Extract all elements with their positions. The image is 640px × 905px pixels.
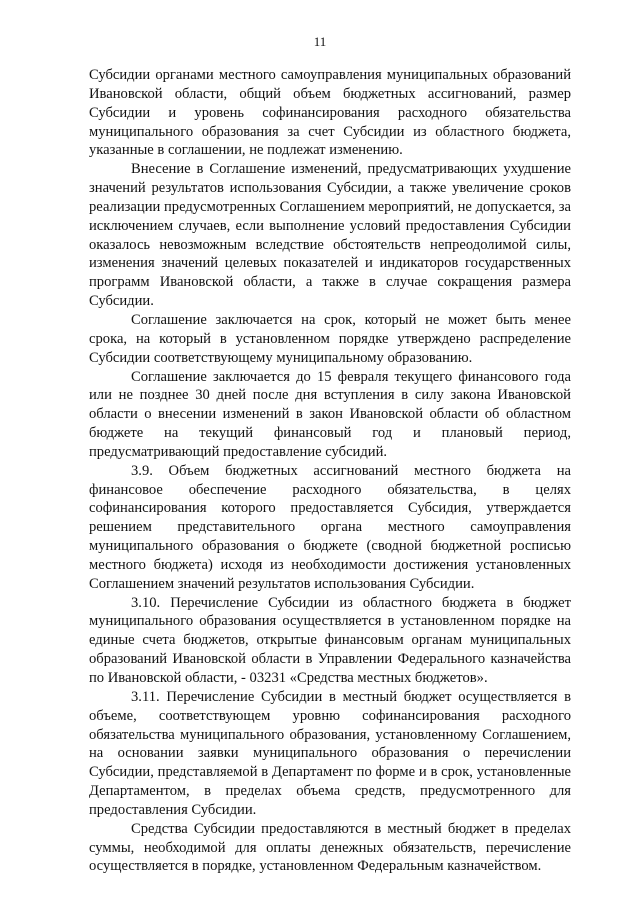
paragraph-4: Соглашение заключается до 15 февраля текущего финансового года или не позднее 30 дней после дня вступления в силу закона Ивановской области о внесении изменений в закон Ивановской области об областном бюджете на текущий финансовый год и плановый период, предусматривающий предоставление субсидий. (89, 368, 571, 460)
page-number: 11 (313, 34, 327, 49)
document-body (89, 66, 571, 876)
paragraph-3-11: 3.11. Перечисление Субсидии в местный бюджет осуществляется в объеме, соответствующем уровню софинансирования расходного обязательства муниципального образования, установленному Соглашением, на основании заявки муниципального образования о перечислении Субсидии, представляемой в Департамент по форме и в срок, установленные Департаментом, в пределах объема средств, предусмотренного для предоставления Субсидии. (89, 688, 571, 818)
paragraph-3: Соглашение заключается на срок, который не может быть менее срока, на который в установленном порядке утверждено распределение Субсидии соответствующему муниципальному образованию. (89, 311, 571, 366)
paragraph-2: Внесение в Соглашение изменений, предусматривающих ухудшение значений результатов использования Субсидии, а также увеличение сроков реализации предусмотренных Соглашением мероприятий, не допускается, за исключением случаев, если выполнение условий предоставления Субсидии оказалось невозможным вследствие обстоятельств непреодолимой силы, изменения значений целевых показателей и индикаторов государственных программ Ивановской области, а также в случае сокращения размера Субсидии. (89, 161, 571, 310)
paragraph-3-10: 3.10. Перечисление Субсидии из областного бюджета в бюджет муниципального образования осуществляется в установленном порядке на единые счета бюджетов, открытые финансовым органам муниципальных образований Ивановской области в Управлении Федерального казначейства по Ивановской области, - 03231 «Средства местных бюджетов». (89, 594, 571, 686)
paragraph-final: Средства Субсидии предоставляются в местный бюджет в пределах суммы, необходимой для оплаты денежных обязательств, перечисление осуществляется в порядке, установленном Федеральным казначейством. (89, 820, 571, 875)
paragraph-1: Субсидии органами местного самоуправления муниципальных образований Ивановской области, общий объем бюджетных ассигнований, размер Субсидии и уровень софинансирования расходного обязательства муниципального образования за счет Субсидии из областного бюджета, указанные в соглашении, не подлежат изменению. (89, 67, 571, 159)
paragraph-3-9: 3.9. Объем бюджетных ассигнований местного бюджета на финансовое обеспечение расходного обязательства, в целях софинансирования которого предоставляется Субсидия, утверждается решением представительного органа местного самоуправления муниципального образования о бюджете (сводной бюджетной росписью местного бюджета) исходя из необходимости достижения установленных Соглашением значений результатов использования Субсидии. (89, 462, 571, 592)
